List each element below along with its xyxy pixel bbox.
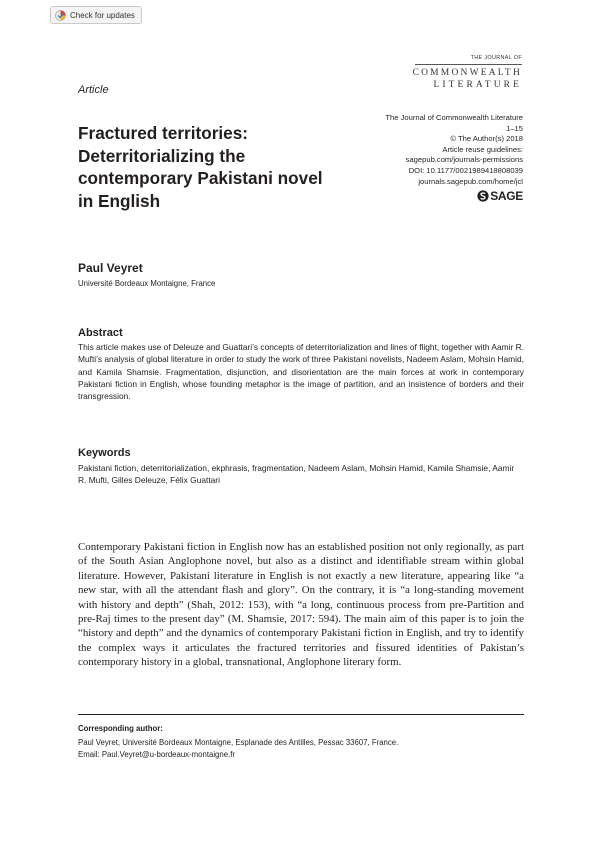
page-range: 1–15 (506, 123, 523, 133)
author-affiliation: Université Bordeaux Montaigne, France (78, 279, 216, 288)
abstract-heading: Abstract (78, 327, 123, 339)
sage-mark-icon (477, 190, 489, 202)
corresponding-author-heading: Corresponding author: (78, 724, 163, 733)
masthead-prefix: THE JOURNAL OF (470, 55, 522, 61)
permissions-link[interactable]: sagepub.com/journals-permissions (405, 155, 523, 165)
abstract-text: This article makes use of Deleuze and Guattari’s concepts of deterritorialization and lines of flight, together with Aamir R. Mufti’s analysis of global literature in order to study the work of three Pakistani novelists, Nadeem Aslam, Mohsin Hamid, and Kamila Shamsie. Fragmentation, disjunction, and disorientation are the main forces at work in contemporary Pakistani fiction in English, whose founding metaphor is the image of partition, and an insistence of borders and their transgression. (78, 342, 524, 402)
sage-logo (477, 189, 523, 203)
corresponding-author-email[interactable]: Email: Paul.Veyret@u-bordeaux-montaigne.fr (78, 750, 235, 759)
check-for-updates-button[interactable] (50, 6, 142, 24)
author-name: Paul Veyret (78, 261, 143, 275)
sage-logo-text: SAGE (490, 189, 523, 203)
footnote-divider (78, 714, 524, 715)
check-for-updates-label: Check for updates (70, 10, 135, 20)
doi[interactable]: DOI: 10.1177/0021989418808039 (408, 165, 523, 175)
journal-name: The Journal of Commonwealth Literature (385, 113, 523, 122)
crossmark-icon (55, 10, 66, 21)
journal-info-block (385, 113, 523, 187)
article-type-label: Article (78, 84, 109, 96)
journal-homepage-link[interactable]: journals.sagepub.com/home/jcl (418, 176, 523, 186)
corresponding-author-address: Paul Veyret, Université Bordeaux Montaigne, Esplanade des Antilles, Pessac 33607, France. (78, 738, 399, 747)
masthead-rule (415, 64, 522, 65)
masthead-title-line2: LITERATURE (433, 80, 522, 90)
copyright: © The Author(s) 2018 (450, 134, 523, 144)
masthead-title-line1: COMMONWEALTH (412, 68, 522, 78)
article-title: Fractured territories: Deterritorializing the contemporary Pakistani novel in English (78, 123, 323, 211)
reuse-guidelines-label: Article reuse guidelines: (442, 144, 523, 154)
keywords-heading: Keywords (78, 447, 131, 459)
body-paragraph: Contemporary Pakistani fiction in English now has an established position not only regionally, as part of the South Asian Anglophone novel, but also as a distinct and identifiable stream within global literature. However, Pakistani literature in English is not exactly a new literature, appearing like “a new star, with all the attendant flash and glory”. On the contrary, it is “a long-standing movement with history and depth” (Shah, 2012: 153), with “a long, continuous process from pre-Partition and pre-Raj times to the present day” (M. Shamsie, 2017: 594). The main aim of this paper is to join the “history and depth” and the dynamics of contemporary Pakistani fiction in English, and try to identify the complex ways it articulates the fractured territories and fissured identities of Pakistan’s contemporary history in a global, transnational, Anglophone literary form. (78, 541, 524, 669)
keywords-text: Pakistani fiction, deterritorialization, ekphrasis, fragmentation, Nadeem Aslam, Mohsin Hamid, Kamila Shamsie, Aamir R. Mufti, Gilles Deleuze, Félix Guattari (78, 463, 515, 486)
